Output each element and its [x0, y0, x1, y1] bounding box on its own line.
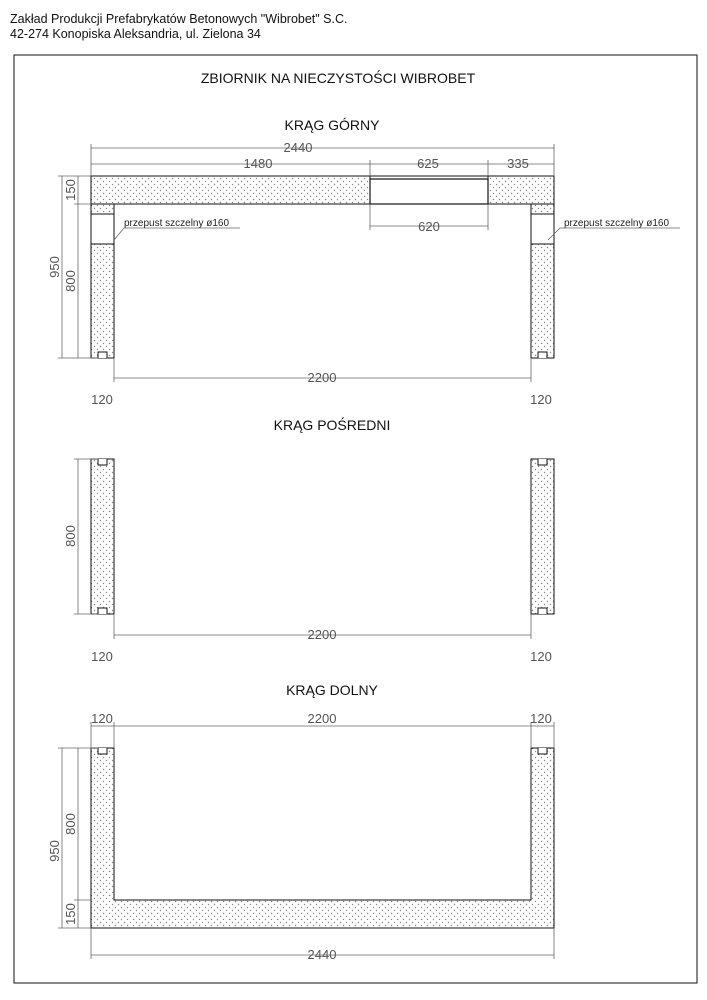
drawing-title: ZBIORNIK NA NIECZYSTOŚCI WIBROBET	[200, 70, 476, 86]
section-title-bottom: KRĄG DOLNY	[286, 682, 378, 698]
top-slab-right	[488, 176, 554, 204]
dim-middle-wall-left: 120	[91, 649, 113, 664]
dim-top-inner: 2200	[307, 370, 337, 385]
dim-bottom-wall-right: 120	[530, 711, 552, 726]
note-pipe-left: przepust szczelny ø160	[124, 218, 230, 229]
dim-top-right: 335	[507, 156, 529, 171]
dim-middle-wall: 800	[63, 525, 78, 547]
dim-top-height: 950	[47, 256, 62, 278]
dim-bottom-wall-left: 120	[91, 711, 113, 726]
manhole-opening	[370, 179, 488, 204]
dim-top-left: 1480	[243, 156, 273, 171]
dim-top-slab: 150	[63, 179, 78, 201]
dim-top-opening: 625	[417, 156, 439, 171]
dim-bottom-wall: 800	[63, 813, 78, 835]
dim-bottom-height: 950	[47, 840, 62, 862]
dim-top-wall-left: 120	[91, 392, 113, 407]
section-bottom-ring	[47, 682, 554, 962]
dim-top-wall-right: 120	[530, 392, 552, 407]
middle-wall-left	[91, 459, 114, 614]
section-title-top: KRĄG GÓRNY	[284, 117, 380, 133]
dim-middle-wall-right: 120	[530, 649, 552, 664]
dim-top-overall: 2440	[283, 140, 313, 155]
company-name: Zakład Produkcji Prefabrykatów Betonowych "Wibrobet" S.C.	[10, 12, 348, 26]
dim-middle-inner: 2200	[307, 627, 337, 642]
section-middle-ring	[63, 416, 554, 664]
dim-bottom-slab: 150	[63, 903, 78, 925]
section-top-ring	[47, 117, 680, 407]
dim-bottom-overall: 2440	[307, 947, 337, 962]
pipe-passage-right	[531, 214, 554, 244]
note-pipe-right: przepust szczelny ø160	[564, 218, 670, 229]
dim-top-wall: 800	[63, 270, 78, 292]
top-slab-left	[91, 176, 370, 204]
pipe-passage-left	[91, 214, 114, 244]
middle-wall-right	[531, 459, 554, 614]
section-title-middle: KRĄG POŚREDNI	[273, 417, 391, 433]
dim-bottom-inner: 2200	[307, 711, 337, 726]
company-address: 42-274 Konopiska Aleksandria, ul. Zielona 34	[10, 27, 261, 41]
dim-top-opening-inner: 620	[418, 219, 440, 234]
bottom-ring-body	[91, 748, 554, 928]
